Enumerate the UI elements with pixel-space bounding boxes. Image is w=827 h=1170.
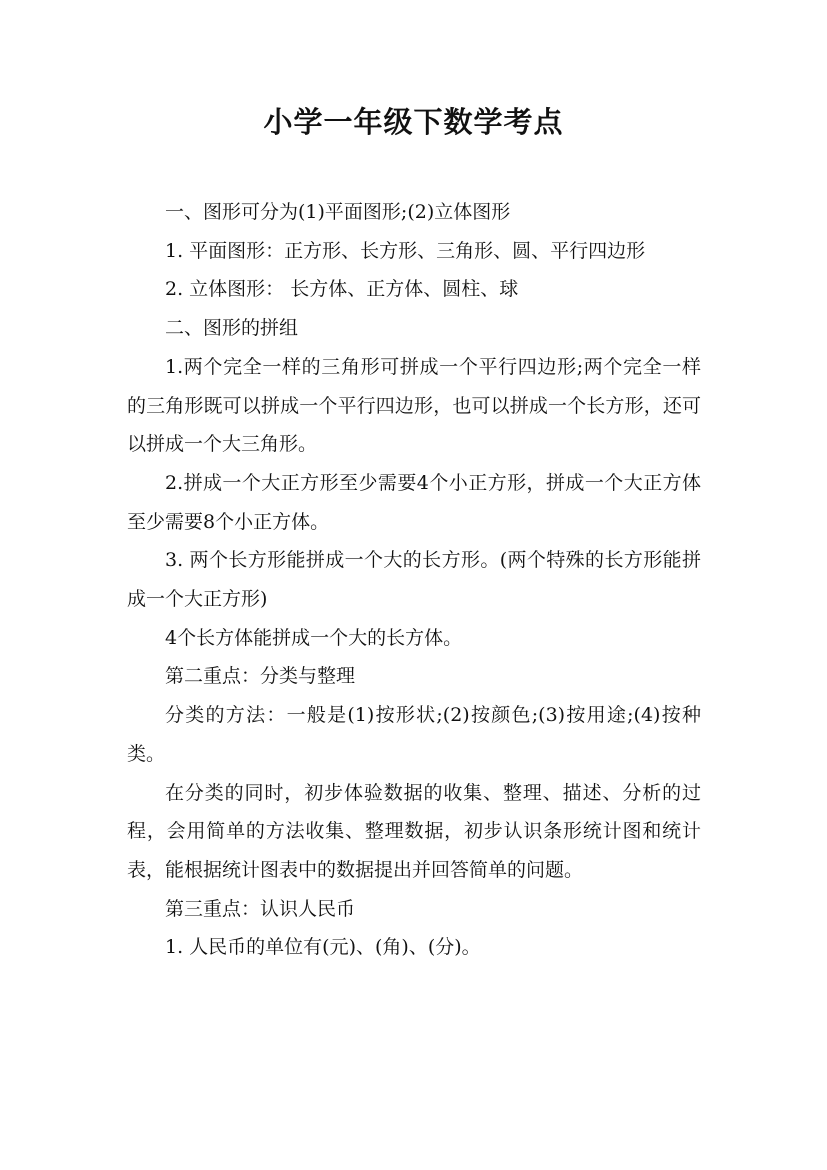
document-body <box>127 193 701 967</box>
document-title: 小学一年级下数学考点 <box>263 105 564 139</box>
paragraph-plane-shapes: 1. 平面图形：正方形、长方形、三角形、圆、平行四边形 <box>165 239 646 262</box>
paragraph-data-statistics: 在分类的同时，初步体验数据的收集、整理、描述、分析的过程，会用简单的方法收集、整理数据，初步认识条形统计图和统计表，能根据统计图表中的数据提出并回答简单的问题。 <box>127 781 701 881</box>
paragraph-second-focus-heading: 第二重点：分类与整理 <box>165 665 356 688</box>
paragraph-squares-combination: 2.拼成一个大正方形至少需要4个小正方形，拼成一个大正方体至少需要8个小正方体。 <box>127 471 701 533</box>
paragraph-classification-methods: 分类的方法：一般是(1)按形状;(2)按颜色;(3)按用途;(4)按种类。 <box>127 704 701 765</box>
paragraph-shape-combination-heading: 二、图形的拼组 <box>165 317 299 340</box>
paragraph-currency-units: 1. 人民币的单位有(元)、(角)、(分)。 <box>165 936 481 959</box>
paragraph-shape-categories: 一、图形可分为(1)平面图形;(2)立体图形 <box>165 201 511 223</box>
paragraph-third-focus-heading: 第三重点：认识人民币 <box>165 897 356 920</box>
paragraph-solid-shapes: 2. 立体图形： 长方体、正方体、圆柱、球 <box>165 278 519 301</box>
paragraph-triangles-combination: 1.两个完全一样的三角形可拼成一个平行四边形;两个完全一样的三角形既可以拼成一个平行四边形，也可以拼成一个长方形，还可以拼成一个大三角形。 <box>127 355 701 456</box>
paragraph-rectangles-combination: 3. 两个长方形能拼成一个大的长方形。(两个特殊的长方形能拼成一个大正方形) <box>127 549 701 611</box>
paragraph-cuboids-combination: 4个长方体能拼成一个大的长方体。 <box>165 626 463 649</box>
